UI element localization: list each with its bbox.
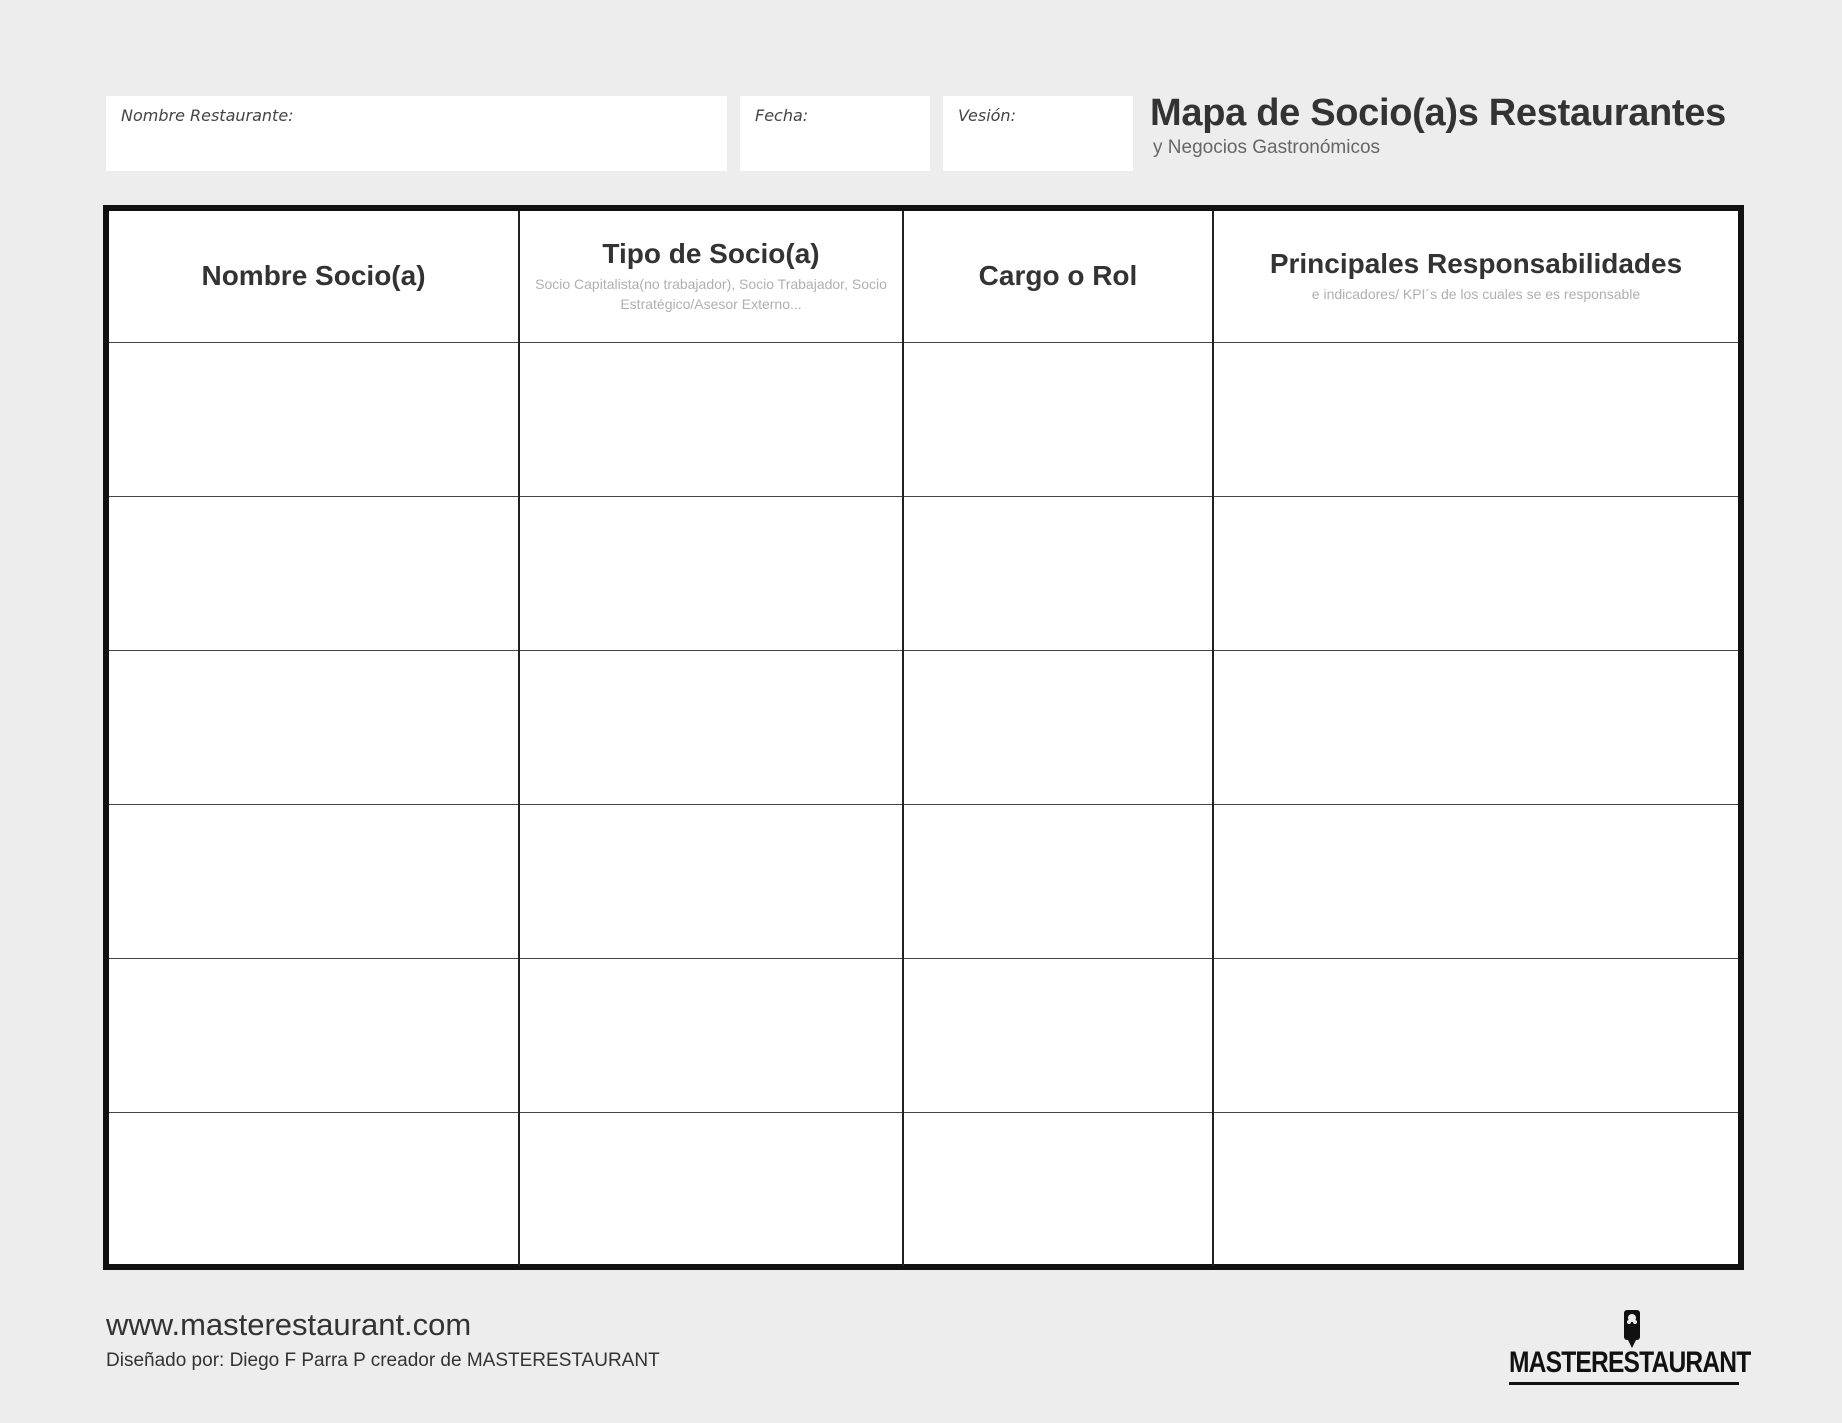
brand-logo <box>1505 1308 1751 1386</box>
restaurant-name-field[interactable] <box>106 96 727 171</box>
restaurant-name-label: Nombre Restaurante: <box>121 106 294 125</box>
table-row <box>109 496 1738 650</box>
table-row <box>109 958 1738 1112</box>
table-cell[interactable] <box>519 496 903 650</box>
table-row <box>109 804 1738 958</box>
table-body <box>109 342 1738 1266</box>
table-cell[interactable] <box>519 650 903 804</box>
chef-hat-icon <box>1621 1308 1643 1348</box>
table-cell[interactable] <box>1213 650 1738 804</box>
table-row <box>109 1112 1738 1266</box>
column-header-cargo-rol <box>903 211 1213 342</box>
brand-logo-underline <box>1509 1382 1739 1385</box>
table-cell[interactable] <box>1213 342 1738 496</box>
column-title: Tipo de Socio(a) <box>602 238 820 270</box>
date-label: Fecha: <box>755 106 809 125</box>
title-block <box>1150 92 1750 159</box>
version-field[interactable] <box>943 96 1133 171</box>
table-cell[interactable] <box>519 958 903 1112</box>
partners-table <box>109 211 1738 1266</box>
page-title: Mapa de Socio(a)s Restaurantes <box>1150 92 1726 134</box>
version-label: Vesión: <box>958 106 1016 125</box>
table-cell[interactable] <box>109 342 519 496</box>
table-cell[interactable] <box>903 958 1213 1112</box>
column-title: Nombre Socio(a) <box>201 260 426 292</box>
column-hint: e indicadores/ KPI´s de los cuales se es responsable <box>1311 286 1641 303</box>
date-field[interactable] <box>740 96 930 171</box>
table-cell[interactable] <box>1213 804 1738 958</box>
column-header-tipo-socio <box>519 211 903 342</box>
table-cell[interactable] <box>519 804 903 958</box>
partners-grid <box>103 205 1744 1270</box>
column-title: Principales Responsabilidades <box>1269 248 1683 280</box>
table-cell[interactable] <box>109 496 519 650</box>
column-header-nombre-socio <box>109 211 519 342</box>
table-cell[interactable] <box>109 650 519 804</box>
table-cell[interactable] <box>1213 958 1738 1112</box>
brand-logo-text: MASTERESTAURANT <box>1509 1346 1751 1379</box>
table-row <box>109 650 1738 804</box>
column-hint: Socio Capitalista(no trabajador), Socio Trabajador, Socio Estratégico/Asesor Externo... <box>535 276 887 313</box>
table-cell[interactable] <box>1213 496 1738 650</box>
table-cell[interactable] <box>109 804 519 958</box>
table-header-row <box>109 211 1738 342</box>
designer-credit: Diseñado por: Diego F Parra P creador de MASTERESTAURANT <box>106 1350 660 1371</box>
page-subtitle: y Negocios Gastronómicos <box>1153 137 1381 158</box>
table-cell[interactable] <box>519 1112 903 1266</box>
table-row <box>109 342 1738 496</box>
table-cell[interactable] <box>519 342 903 496</box>
column-header-responsabilidades <box>1213 211 1738 342</box>
table-cell[interactable] <box>903 496 1213 650</box>
table-cell[interactable] <box>1213 1112 1738 1266</box>
table-cell[interactable] <box>903 1112 1213 1266</box>
table-cell[interactable] <box>109 958 519 1112</box>
table-cell[interactable] <box>903 804 1213 958</box>
website-url: www.masterestaurant.com <box>106 1307 472 1342</box>
table-cell[interactable] <box>903 650 1213 804</box>
table-cell[interactable] <box>109 1112 519 1266</box>
table-cell[interactable] <box>903 342 1213 496</box>
column-title: Cargo o Rol <box>978 260 1138 292</box>
